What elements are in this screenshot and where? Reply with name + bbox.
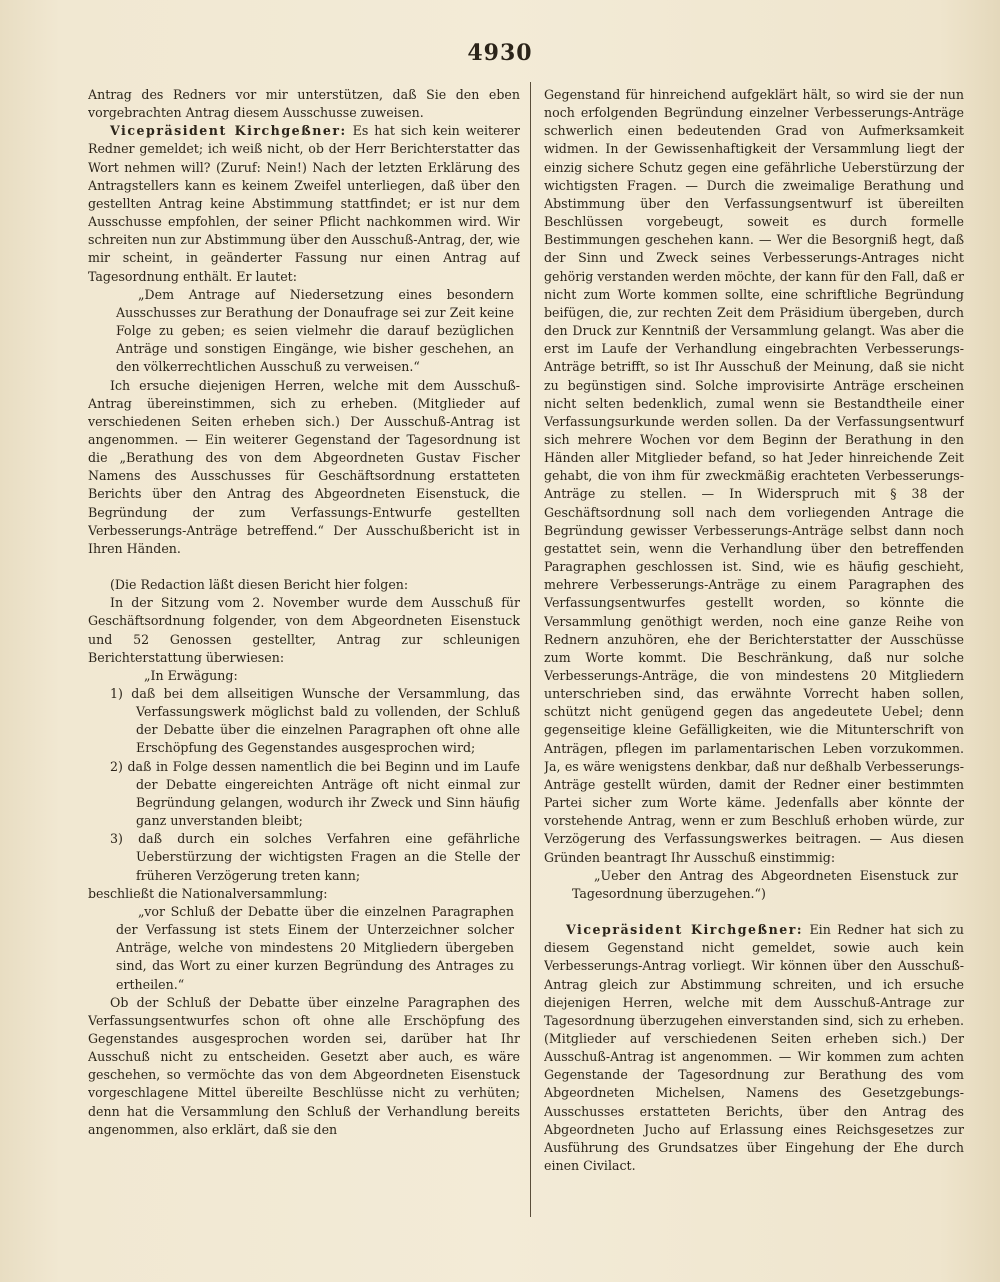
paragraph: „In Erwägung: [144,667,238,683]
paragraph: beschließt die Nationalversammlung: [88,885,328,901]
speech-text: Es hat sich kein weiterer Redner gemeldet; ich weiß nicht, ob der Herr Berichterstatter das Wort nehmen will? (Zuruf: Nein!) Nach der letzten Erklärung des Antragstellers kann es keinem Zweifel unterliegen, daß über den gestellten Antrag keine Abstimmung stattfindet; er ist nur dem Ausschusse empfohlen, der seiner Pflicht nachkommen wird. Wir schreiten nun zur Abstimmung über den Ausschuß-Antrag, der, wie mir scheint, in geänderter Fassung nur einen Antrag auf Tagesordnung enthält. Er lautet: [88,123,520,284]
spacer [88,558,520,576]
paragraph: Ich ersuche diejenigen Herren, welche mit dem Ausschuß-Antrag übereinstimmen, sich zu erheben. (Mitglieder auf verschiedenen Seiten erheben sich.) Der Ausschuß-Antrag ist angenommen. — Ein weiterer Gegenstand der Tagesordnung ist die „Berathung des von dem Abgeordneten Gustav Fischer Namens des Ausschusses für Geschäftsordnung erstatteten Berichts über den Antrag des Abgeordneten Eisenstuck, die Begründung der zum Verfassungs-Entwurfe gestellten Verbesserungs-Anträge betreffend.“ Der Ausschußbericht ist in Ihren Händen. [88,377,520,556]
editorial-note: (Die Redaction läßt diesen Bericht hier folgen: [110,577,409,593]
page-number: 4930 [467,40,533,66]
paragraph: Ob der Schluß der Debatte über einzelne Paragraphen des Verfassungsentwurfes schon oft ohne alle Erschöpfung des Gegenstandes ausgesprochen worden sei, darüber hat Ihr Ausschuß nicht zu entscheiden. Gesetzt aber auch, es wäre geschehen, so vermöchte das von dem Abgeordneten Eisenstuck vorgeschlagene Mittel übereilte Beschlüsse nicht zu verhüten; denn hat die Versammlung den Schluß der Verhandlung bereits angenommen, also erklärt, daß sie den [88,994,520,1137]
right-column [544,86,964,1216]
spacer [544,903,964,921]
list-item: 2) daß in Folge dessen namentlich die bei Beginn und im Laufe der Debatte eingereichten Anträge oft nicht einmal zur Begründung gelangen, wodurch ihr Zweck und Sinn häufig ganz unverstanden bleibt; [110,758,520,829]
speech-paragraph [88,122,520,285]
column-divider [530,82,531,1217]
list-item: 1) daß bei dem allseitigen Wunsche der Versammlung, das Verfassungswerk möglichst bald zu vollenden, der Schluß der Debatte über die einzelnen Paragraphen oft ohne alle Erschöpfung des Gegenstandes ausgesprochen wird; [110,686,520,756]
paragraph: Gegenstand für hinreichend aufgeklärt hält, so wird sie der nun noch erfolgenden Begründung einzelner Verbesserungs-Anträge schwerlich einen bedeutenden Grad von Aufmerksamkeit widmen. In der Gewissenhaftigkeit der Versammlung liegt der einzig sichere Schutz gegen eine gefährliche Ueberstürzung der wichtigsten Fragen. — Durch die zweimalige Berathung und Abstimmung über den Verfassungsentwurf ist übereilten Beschlüssen vorgebeugt, soweit es durch formelle Bestimmungen geschehen kann. — Wer die Besorgniß hegt, daß der Sinn und Zweck seines Verbesserungs-Antrages nicht gehörig verstanden werden möchte, der kann für den Fall, daß er nicht zum Worte kommen sollte, eine schriftliche Begründung beifügen, die, zur rechten Zeit dem Präsidium übergeben, durch den Druck zur Kenntniß der Versammlung gelangt. Was aber die erst im Laufe der Verhandlung eingebrachten Verbesserungs-Anträge betrifft, so ist Ihr Ausschuß der Meinung, daß sie nicht zu begünstigen sind. Solche improvisirte Anträge erscheinen nicht selten bedenklich, zumal wenn sie Bestandtheile einer Verfassungsurkunde werden sollen. Da der Verfassungsentwurf sich mehrere Wochen vor dem Beginn der Berathung in den Händen aller Mitglieder befand, so hat Jeder hinreichende Zeit gehabt, die von ihm für zweckmäßig erachteten Verbesserungs-Anträge zu stellen. — In Widerspruch mit § 38 der Geschäftsordnung soll nach dem vorliegenden Antrage die Begründung gewisser Verbesserungs-Anträge selbst dann noch gestattet sein, wenn die Verhandlung über den betreffenden Paragraphen geschlossen ist. Sind, wie es häufig geschieht, mehrere Verbesserungs-Anträge zu einem Paragraphen des Verfassungsentwurfes gestellt worden, so könnte die Versammlung genöthigt werden, noch eine ganze Reihe von Rednern anzuhören, ehe der Berichterstatter der Ausschüsse zum Worte kommt. Die Beschränkung, daß nur solche Verbesserungs-Anträge, die von mindestens 20 Mitgliedern unterschrieben sind, das erwähnte Vorrecht haben sollen, schützt nicht genügend gegen das angedeutete Uebel; denn gegenseitige kleine Gefälligkeiten, wie die Mitunterschrift von Anträgen, pflegen im parlamentarischen Leben vorzukommen. Ja, es wäre wenigstens denkbar, daß nur deßhalb Verbesserungs-Anträge gestellt würden, damit der Redner einer bestimmten Partei sicher zum Worte käme. Jedenfalls aber könnte der vorstehende Antrag, wenn er zum Beschluß erhoben würde, zur Verzögerung des Verfassungswerkes beitragen. — Aus diesen Gründen beantragt Ihr Ausschuß einstimmig: [544,87,964,865]
speech-paragraph [544,921,964,1175]
quoted-motion: „Dem Antrage auf Niedersetzung eines besondern Ausschusses zur Berathung der Donaufrage sei zur Zeit keine Folge zu geben; es seien vielmehr die darauf bezüglichen Anträge und sonstigen Eingänge, wie bisher geschehen, an den völkerrechtlichen Ausschuß zu verweisen.“ [116,286,514,375]
quoted-motion: „Ueber den Antrag des Abgeordneten Eisenstuck zur Tagesordnung überzugehen.“) [572,867,958,901]
paragraph: Antrag des Redners vor mir unterstützen, daß Sie den eben vorgebrachten Antrag diesem Ausschusse zuweisen. [88,87,520,121]
quoted-motion: „vor Schluß der Debatte über die einzelnen Paragraphen der Verfassung ist stets Einem der Unterzeichner solcher Anträge, welche von mindestens 20 Mitgliedern übergeben sind, das Wort zu einer kurzen Begründung des Antrages zu ertheilen.“ [116,903,514,992]
list-item: 3) daß durch ein solches Verfahren eine gefährliche Ueberstürzung der wichtigsten Fragen an die Stelle der früheren Verzögerung treten kann; [110,831,520,883]
paragraph: In der Sitzung vom 2. November wurde dem Ausschuß für Geschäftsordnung folgender, von dem Abgeordneten Eisenstuck und 52 Genossen gestellter, Antrag zur schleunigen Berichterstattung überwiesen: [88,595,520,665]
speech-text: Ein Redner hat sich zu diesem Gegenstand nicht gemeldet, sowie auch kein Verbesserungs-Antrag vorliegt. Wir können über den Ausschuß-Antrag gleich zur Abstimmung schreiten, und ich ersuche diejenigen Herren, welche mit dem Ausschuß-Antrage zur Tagesordnung überzugehen einverstanden sind, sich zu erheben. (Mitglieder auf verschiedenen Seiten erheben sich.) Der Ausschuß-Antrag ist angenommen. — Wir kommen zum achten Gegenstande der Tagesordnung zur Berathung des vom Abgeordneten Michelsen, Namens des Gesetzgebungs-Ausschusses erstatteten Berichts, über den Antrag des Abgeordneten Jucho auf Erlassung eines Reichsgesetzes zur Ausführung des Grundsatzes über Eingehung der Ehe durch einen Civilact. [544,922,964,1174]
left-column [88,86,520,1216]
speaker-name: Vicepräsident Kirchgeßner: [566,922,804,938]
speaker-name: Vicepräsident Kirchgeßner: [110,123,347,139]
